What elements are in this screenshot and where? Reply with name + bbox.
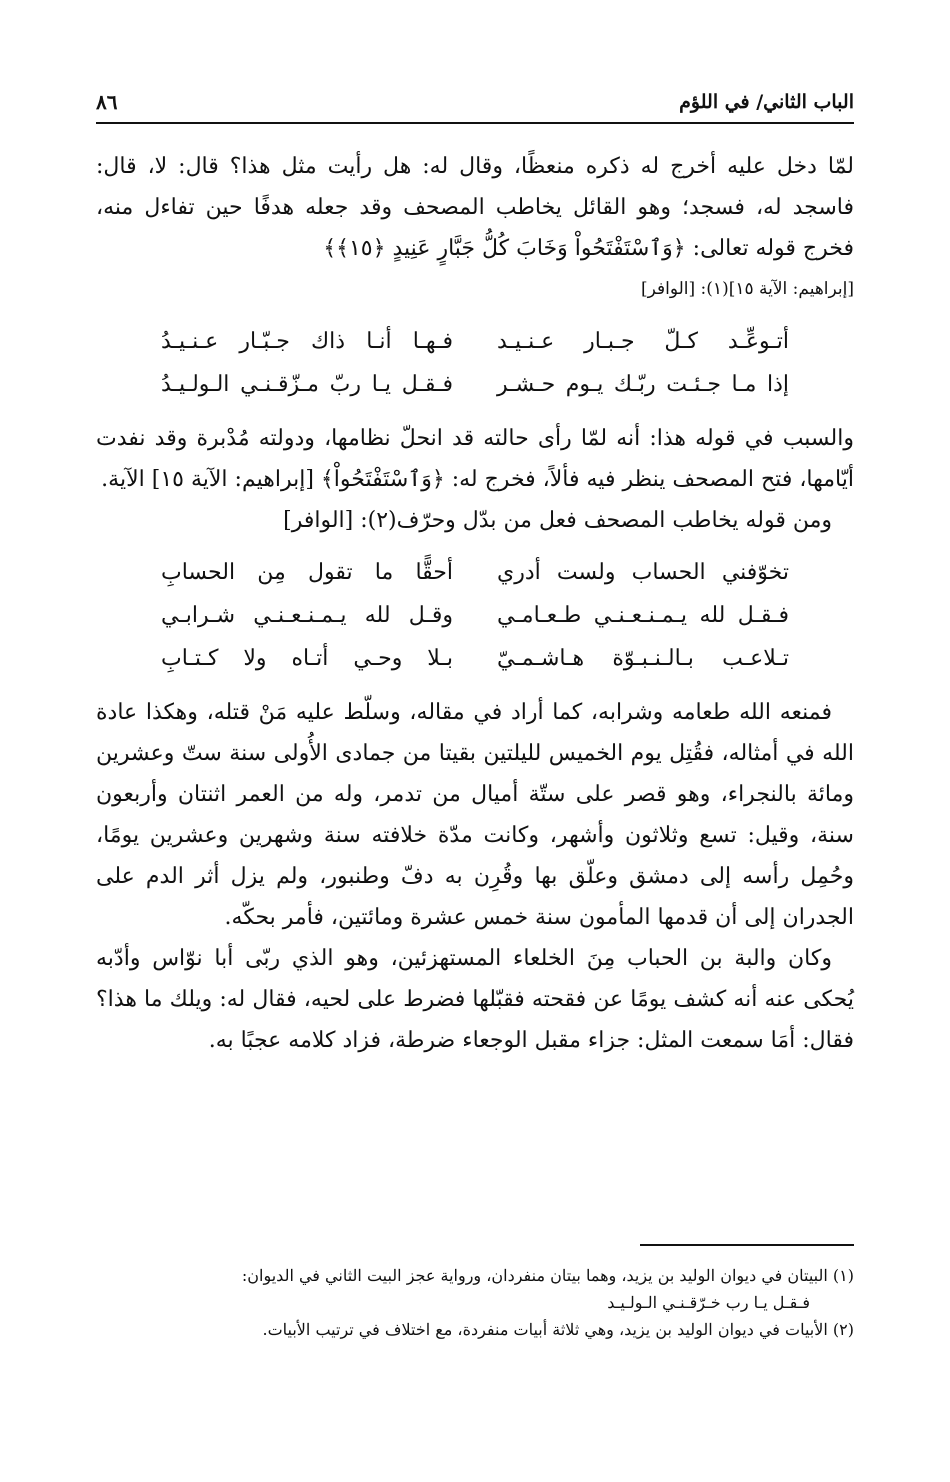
page-number: ٨٦ [96,90,118,114]
header-rule [96,122,854,124]
footnote-1-verse: فـقـل يـا رب خـرّقـنـي الـولـيـد [607,1293,810,1312]
footnote-1: (١) البيتان في ديوان الوليد بن يزيد، وهما بيتان منفردان، ورواية عجز البيت الثاني في الديوان: [241,1266,854,1285]
running-title: الباب الثاني/ في اللؤم [679,91,854,113]
verse-first-hemistich: فـقـل لله يـمـنـعـنـي طـعـامـي [497,603,789,628]
verse-second-hemistich: وقـل لله يـمـنـعـنـي شـرابـي [161,603,453,628]
main-text [96,146,854,1061]
paragraph-1: لمّا دخل عليه أخرج له ذكره منعظًا، وقال له: هل رأيت مثل هذا؟ قال: لا، قال: فاسجد له، فسجد؛ وهو القائل يخاطب المصحف وقد جعله هدفًا حين تفاءل منه، فخرج قوله تعالى: ﴿وَٱسْتَفْتَحُواْ وَخَابَ كُلُّ جَبَّارٍ عَنِيدٍ ﴿١٥﴾﴾ [96,154,854,261]
poem-2-verse-2 [96,594,854,637]
verse-second-hemistich: بـلا وحـي أتـاه ولا كـتـابِ [161,646,453,671]
verse-second-hemistich: فـهـا أنـا ذاك جـبّـار عـنـيـدُ [161,329,453,354]
poem-1-verse-1 [96,320,854,363]
footnotes [96,1262,854,1343]
poem-2-verse-3 [96,637,854,680]
poem-1 [96,320,854,406]
poem-1-verse-2 [96,363,854,406]
verse-first-hemistich: تـلاعـب بـالـنـبـوّة هـاشـمـيّ [497,646,789,671]
verse-first-hemistich: أتـوعِّـد كـلّ جـبـار عـنـيـد [497,329,789,354]
paragraph-2: والسبب في قوله هذا: أنه لمّا رأى حالته قد انحلّ نظامها، ودولته مُدْبرة وقد نفدت أيّامها، فتح المصحف ينظر فيه فألاً، فخرج له: ﴿وَٱسْتَفْتَحُواْ﴾ [إبراهيم: الآية ١٥] الآية. [96,426,854,492]
poem-2-verse-1 [96,551,854,594]
verse-second-hemistich: فـقـل يـا ربّ مـزّقـنـي الـولـيـدُ [161,372,453,397]
verse-first-hemistich: تخوّفني الحساب ولست أدري [497,560,789,585]
footnote-2: (٢) الأبيات في ديوان الوليد بن يزيد، وهي ثلاثة أبيات منفردة، مع اختلاف في ترتيب الأبيات. [262,1320,854,1339]
poem-2 [96,551,854,680]
footnote-separator [640,1244,854,1246]
verse-second-hemistich: أحقًّا ما تقول مِن الحسابِ [161,560,453,585]
paragraph-4: فمنعه الله طعامه وشرابه، كما أراد في مقاله، وسلّط عليه مَنْ قتله، وهكذا عادة الله في أمثاله، فقُتِل يوم الخميس لليلتين بقيتا من جمادى الأُولى سنة ستّ وعشرين ومائة بالنجراء، وهو قصر على ستّة أميال من تدمر، وله من العمر اثنتان وأربعون سنة، وقيل: تسع وثلاثون وأشهر، وكانت مدّة خلافته سنة وشهرين وعشرين يومًا، وحُمِل رأسه إلى دمشق وعلّق بها وقُرِن به دفّ وطنبور، ولم يزل أثر الدم على الجدران إلى أن قدمها المأمون سنة خمس عشرة ومائتين، فأمر بحكّه. [96,700,854,930]
paragraph-3: ومن قوله يخاطب المصحف فعل من بدّل وحرّف(٢): [الوافر] [283,508,832,533]
paragraph-5: وكان والبة بن الحباب مِنَ الخلعاء المستهزئين، وهو الذي ربّى أبا نوّاس وأدّبه يُحكى عنه أنه كشف يومًا عن فقحته فقبّلها فضرط على لحيه، فقال له: ويلك ما هذا؟ فقال: أمَا سمعت المثل: جزاء مقبل الوجعاء ضرطة، فزاد كلامه عجبًا به. [96,946,854,1053]
running-header [96,84,854,120]
quran-citation: [إبراهيم: الآية ١٥](١): [الوافر] [640,279,854,299]
verse-first-hemistich: إذا مـا جـئـت ربّـك يـوم حـشـر [497,372,789,397]
